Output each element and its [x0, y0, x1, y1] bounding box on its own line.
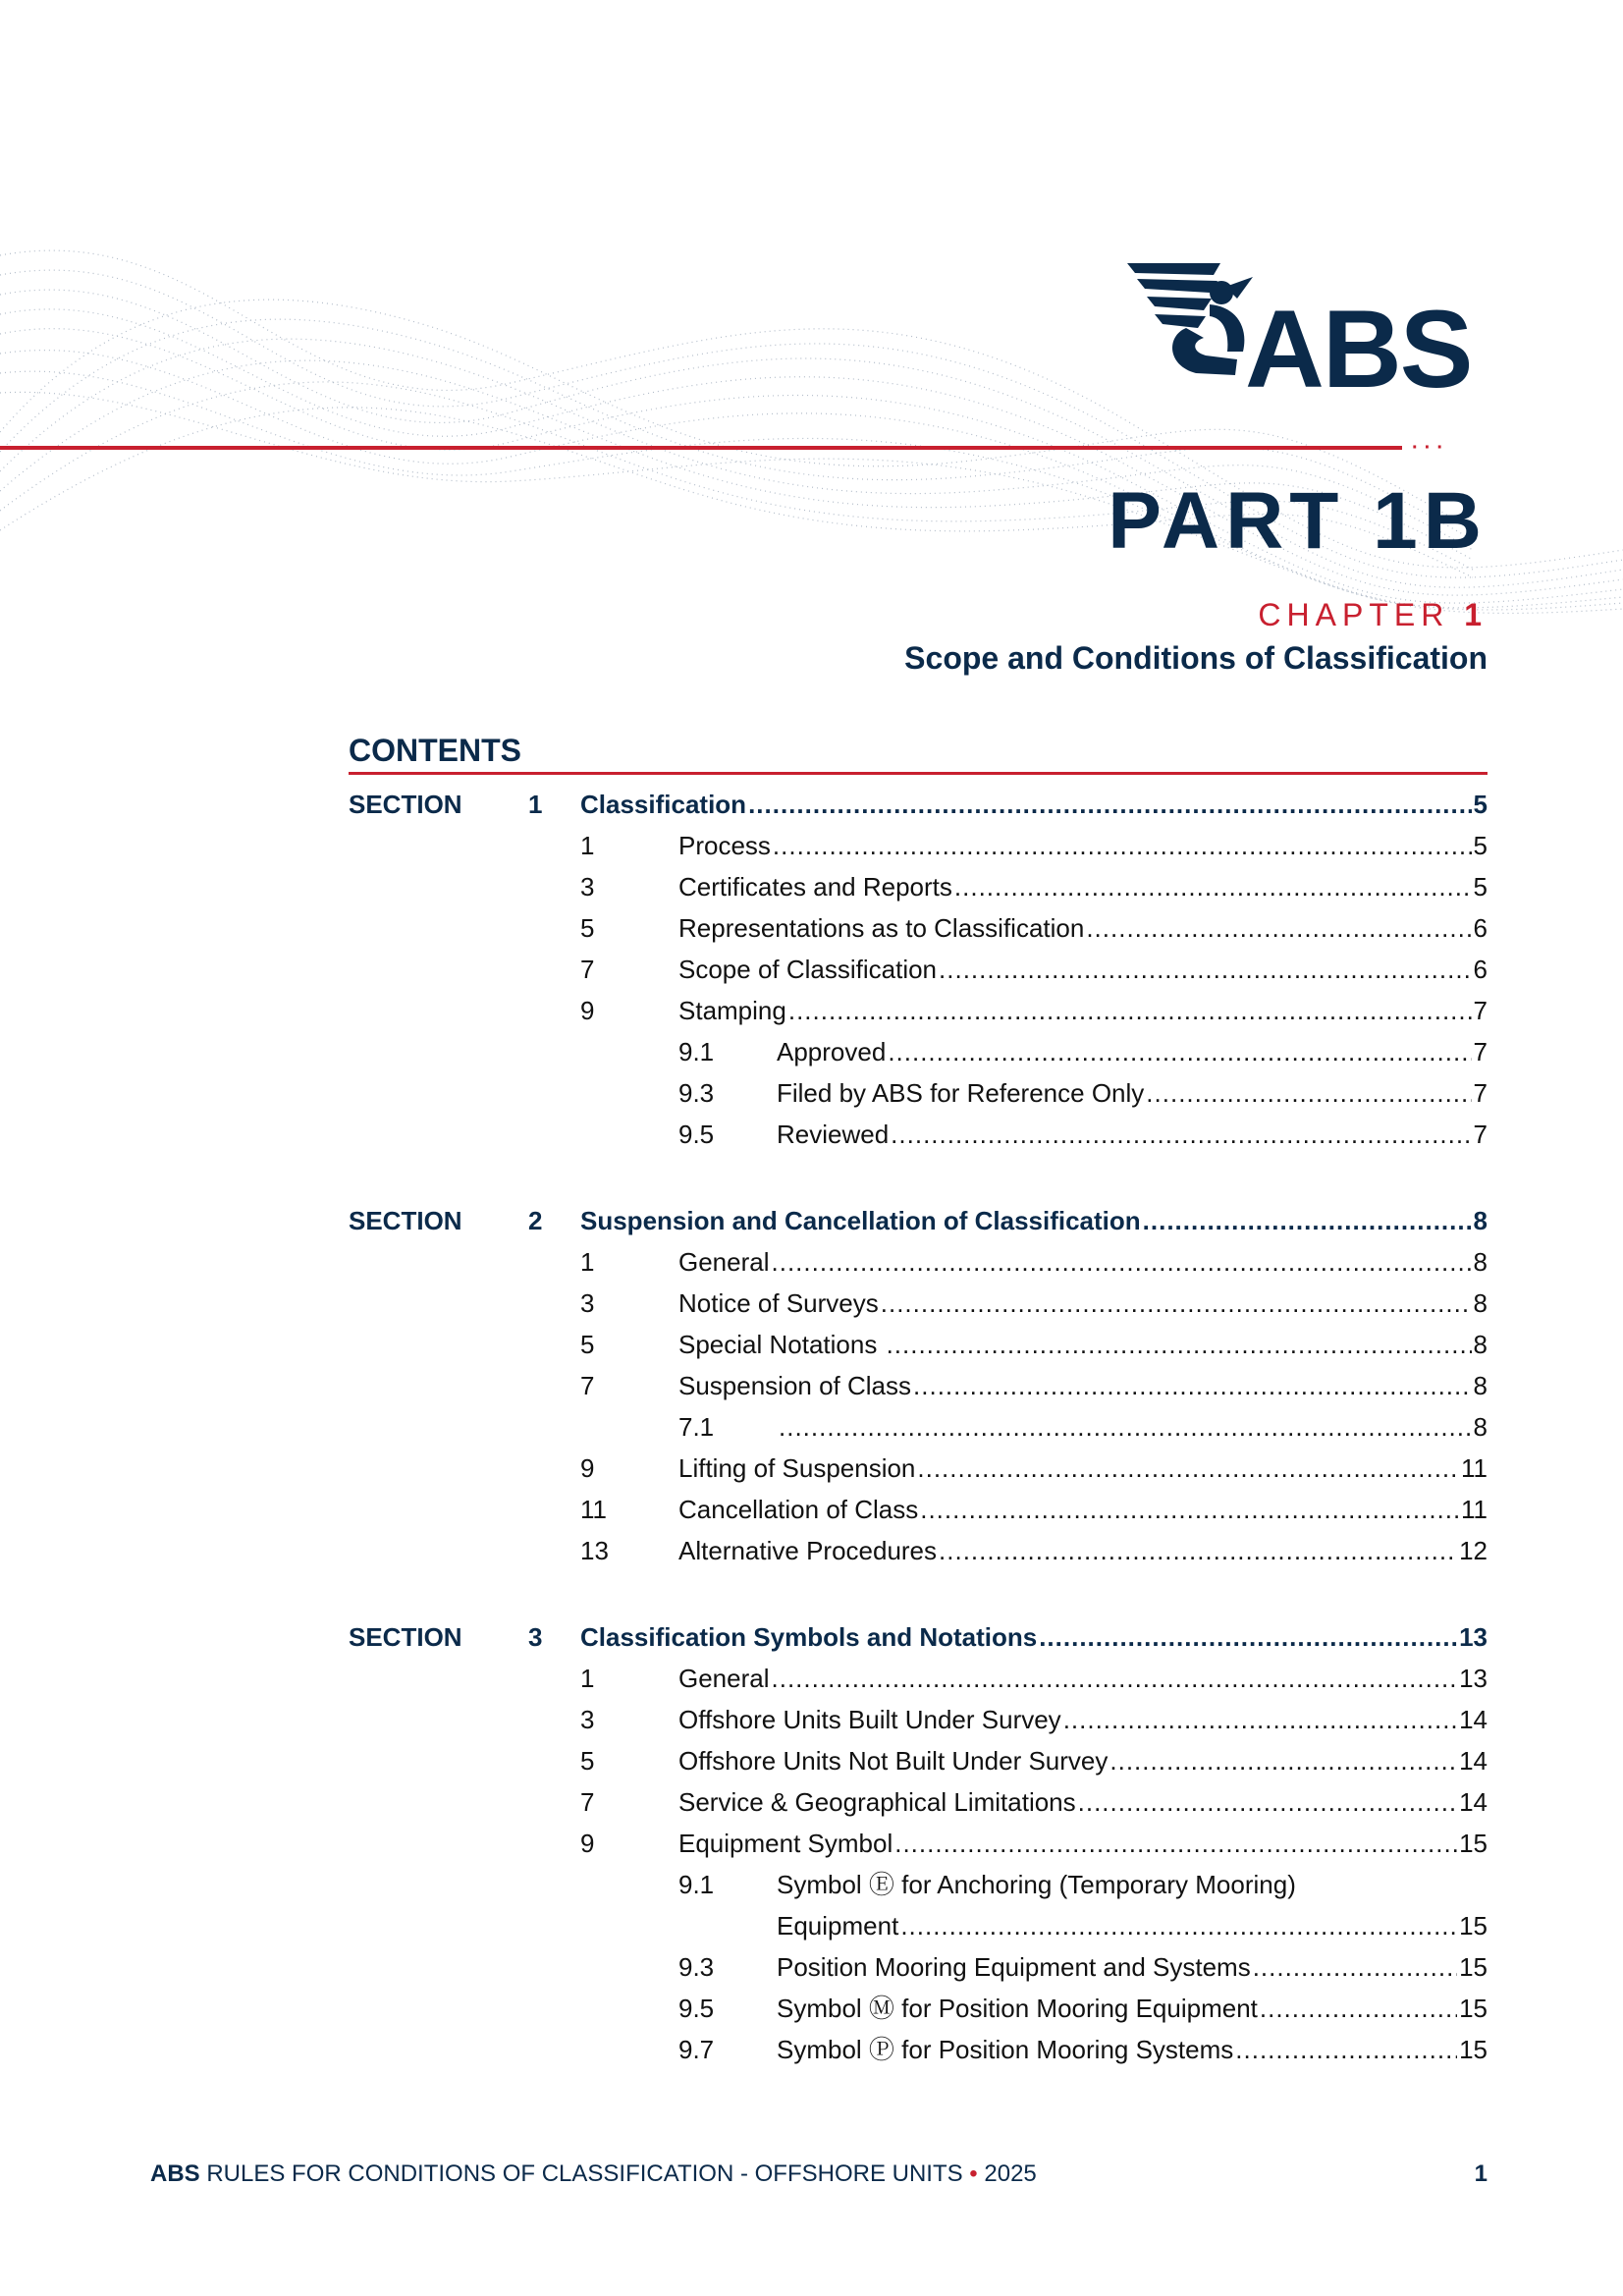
toc-subentry[interactable]: 9.5 Symbol Ⓜ for Position Mooring Equipment ..... 15 — [349, 1988, 1488, 2029]
toc-entry[interactable]: 7 Scope of Classification ..... 6 — [349, 949, 1488, 990]
footer-bullet: • — [969, 2160, 978, 2187]
section-number: 3 — [528, 1622, 543, 1652]
toc-section-2[interactable] — [349, 1200, 1488, 1241]
abs-logo-text: ABS — [1245, 288, 1472, 410]
toc-entry[interactable]: 11 Cancellation of Class ..... 11 — [349, 1489, 1488, 1530]
footer-text — [150, 2162, 1037, 2186]
section-label: SECTION — [349, 790, 462, 819]
header-red-dots: ··· — [1412, 437, 1449, 459]
section-label: SECTION — [349, 1622, 462, 1652]
toc-entry[interactable]: 1 General ..... 8 — [349, 1241, 1488, 1283]
table-of-contents — [349, 784, 1488, 2070]
toc-entry[interactable]: 7 Suspension of Class ..... 8 — [349, 1365, 1488, 1406]
toc-entry[interactable]: 9 Stamping ..... 7 — [349, 990, 1488, 1031]
toc-entry[interactable]: 9 Lifting of Suspension ..... 11 — [349, 1448, 1488, 1489]
footer-year: 2025 — [984, 2160, 1037, 2187]
contents-rule — [349, 772, 1488, 775]
footer-brand: ABS — [150, 2160, 200, 2187]
section-page: 5 — [1473, 790, 1488, 819]
toc-entry[interactable]: 3 Offshore Units Built Under Survey ..... 14 — [349, 1699, 1488, 1740]
toc-entry[interactable]: 5 Special Notations ..... 8 — [349, 1324, 1488, 1365]
section-number: 2 — [528, 1206, 543, 1235]
toc-subentry[interactable]: 9.3 Position Mooring Equipment and Systems ..... 15 — [349, 1946, 1488, 1988]
toc-entry[interactable]: 9 Equipment Symbol ..... 15 — [349, 1823, 1488, 1864]
toc-entry[interactable]: 7 Service & Geographical Limitations ..... 14 — [349, 1781, 1488, 1823]
toc-subentry[interactable]: 9.1 Approved ..... 7 — [349, 1031, 1488, 1072]
toc-subentry[interactable]: 7.1 ..... 8 — [349, 1406, 1488, 1448]
toc-subentry[interactable]: 9.5 Reviewed ..... 7 — [349, 1114, 1488, 1155]
section-title: Suspension and Cancellation of Classification — [580, 1206, 1141, 1235]
chapter-title: Scope and Conditions of Classification — [904, 640, 1488, 676]
section-title: Classification — [580, 790, 747, 819]
section-page: 13 — [1459, 1622, 1488, 1652]
section-page: 8 — [1473, 1206, 1488, 1235]
toc-subentry[interactable]: 9.7 Symbol Ⓟ for Position Mooring Systems ..... 15 — [349, 2029, 1488, 2070]
section-number: 1 — [528, 790, 543, 819]
page-number: 1 — [1474, 2160, 1488, 2187]
toc-entry[interactable]: 5 Representations as to Classification ..... 6 — [349, 907, 1488, 949]
toc-entry[interactable]: 3 Certificates and Reports ..... 5 — [349, 866, 1488, 907]
toc-entry[interactable]: 5 Offshore Units Not Built Under Survey ..... 14 — [349, 1740, 1488, 1781]
contents-heading: CONTENTS — [349, 733, 521, 768]
toc-section-3[interactable] — [349, 1616, 1488, 1658]
toc-section-1[interactable] — [349, 784, 1488, 825]
toc-entry[interactable]: 13 Alternative Procedures ..... 12 — [349, 1530, 1488, 1571]
toc-entry[interactable]: 3 Notice of Surveys ..... 8 — [349, 1283, 1488, 1324]
part-title: PART 1B — [1108, 476, 1488, 566]
header-red-rule — [0, 446, 1402, 450]
chapter-label: CHAPTER 1 — [1258, 597, 1488, 632]
chapter-number: 1 — [1464, 597, 1488, 632]
section-title: Classification Symbols and Notations — [580, 1622, 1038, 1652]
toc-subentry[interactable]: 9.3 Filed by ABS for Reference Only ..... 7 — [349, 1072, 1488, 1114]
footer-title: RULES FOR CONDITIONS OF CLASSIFICATION - OFFSHORE UNITS — [206, 2160, 963, 2187]
toc-subentry[interactable]: 9.1 Symbol Ⓔ for Anchoring (Temporary Mooring) Equipment ..... 15 — [349, 1864, 1488, 1946]
toc-entry[interactable]: 1 General ..... 13 — [349, 1658, 1488, 1699]
toc-entry[interactable]: 1 Process ..... 5 — [349, 825, 1488, 866]
section-label: SECTION — [349, 1206, 462, 1235]
